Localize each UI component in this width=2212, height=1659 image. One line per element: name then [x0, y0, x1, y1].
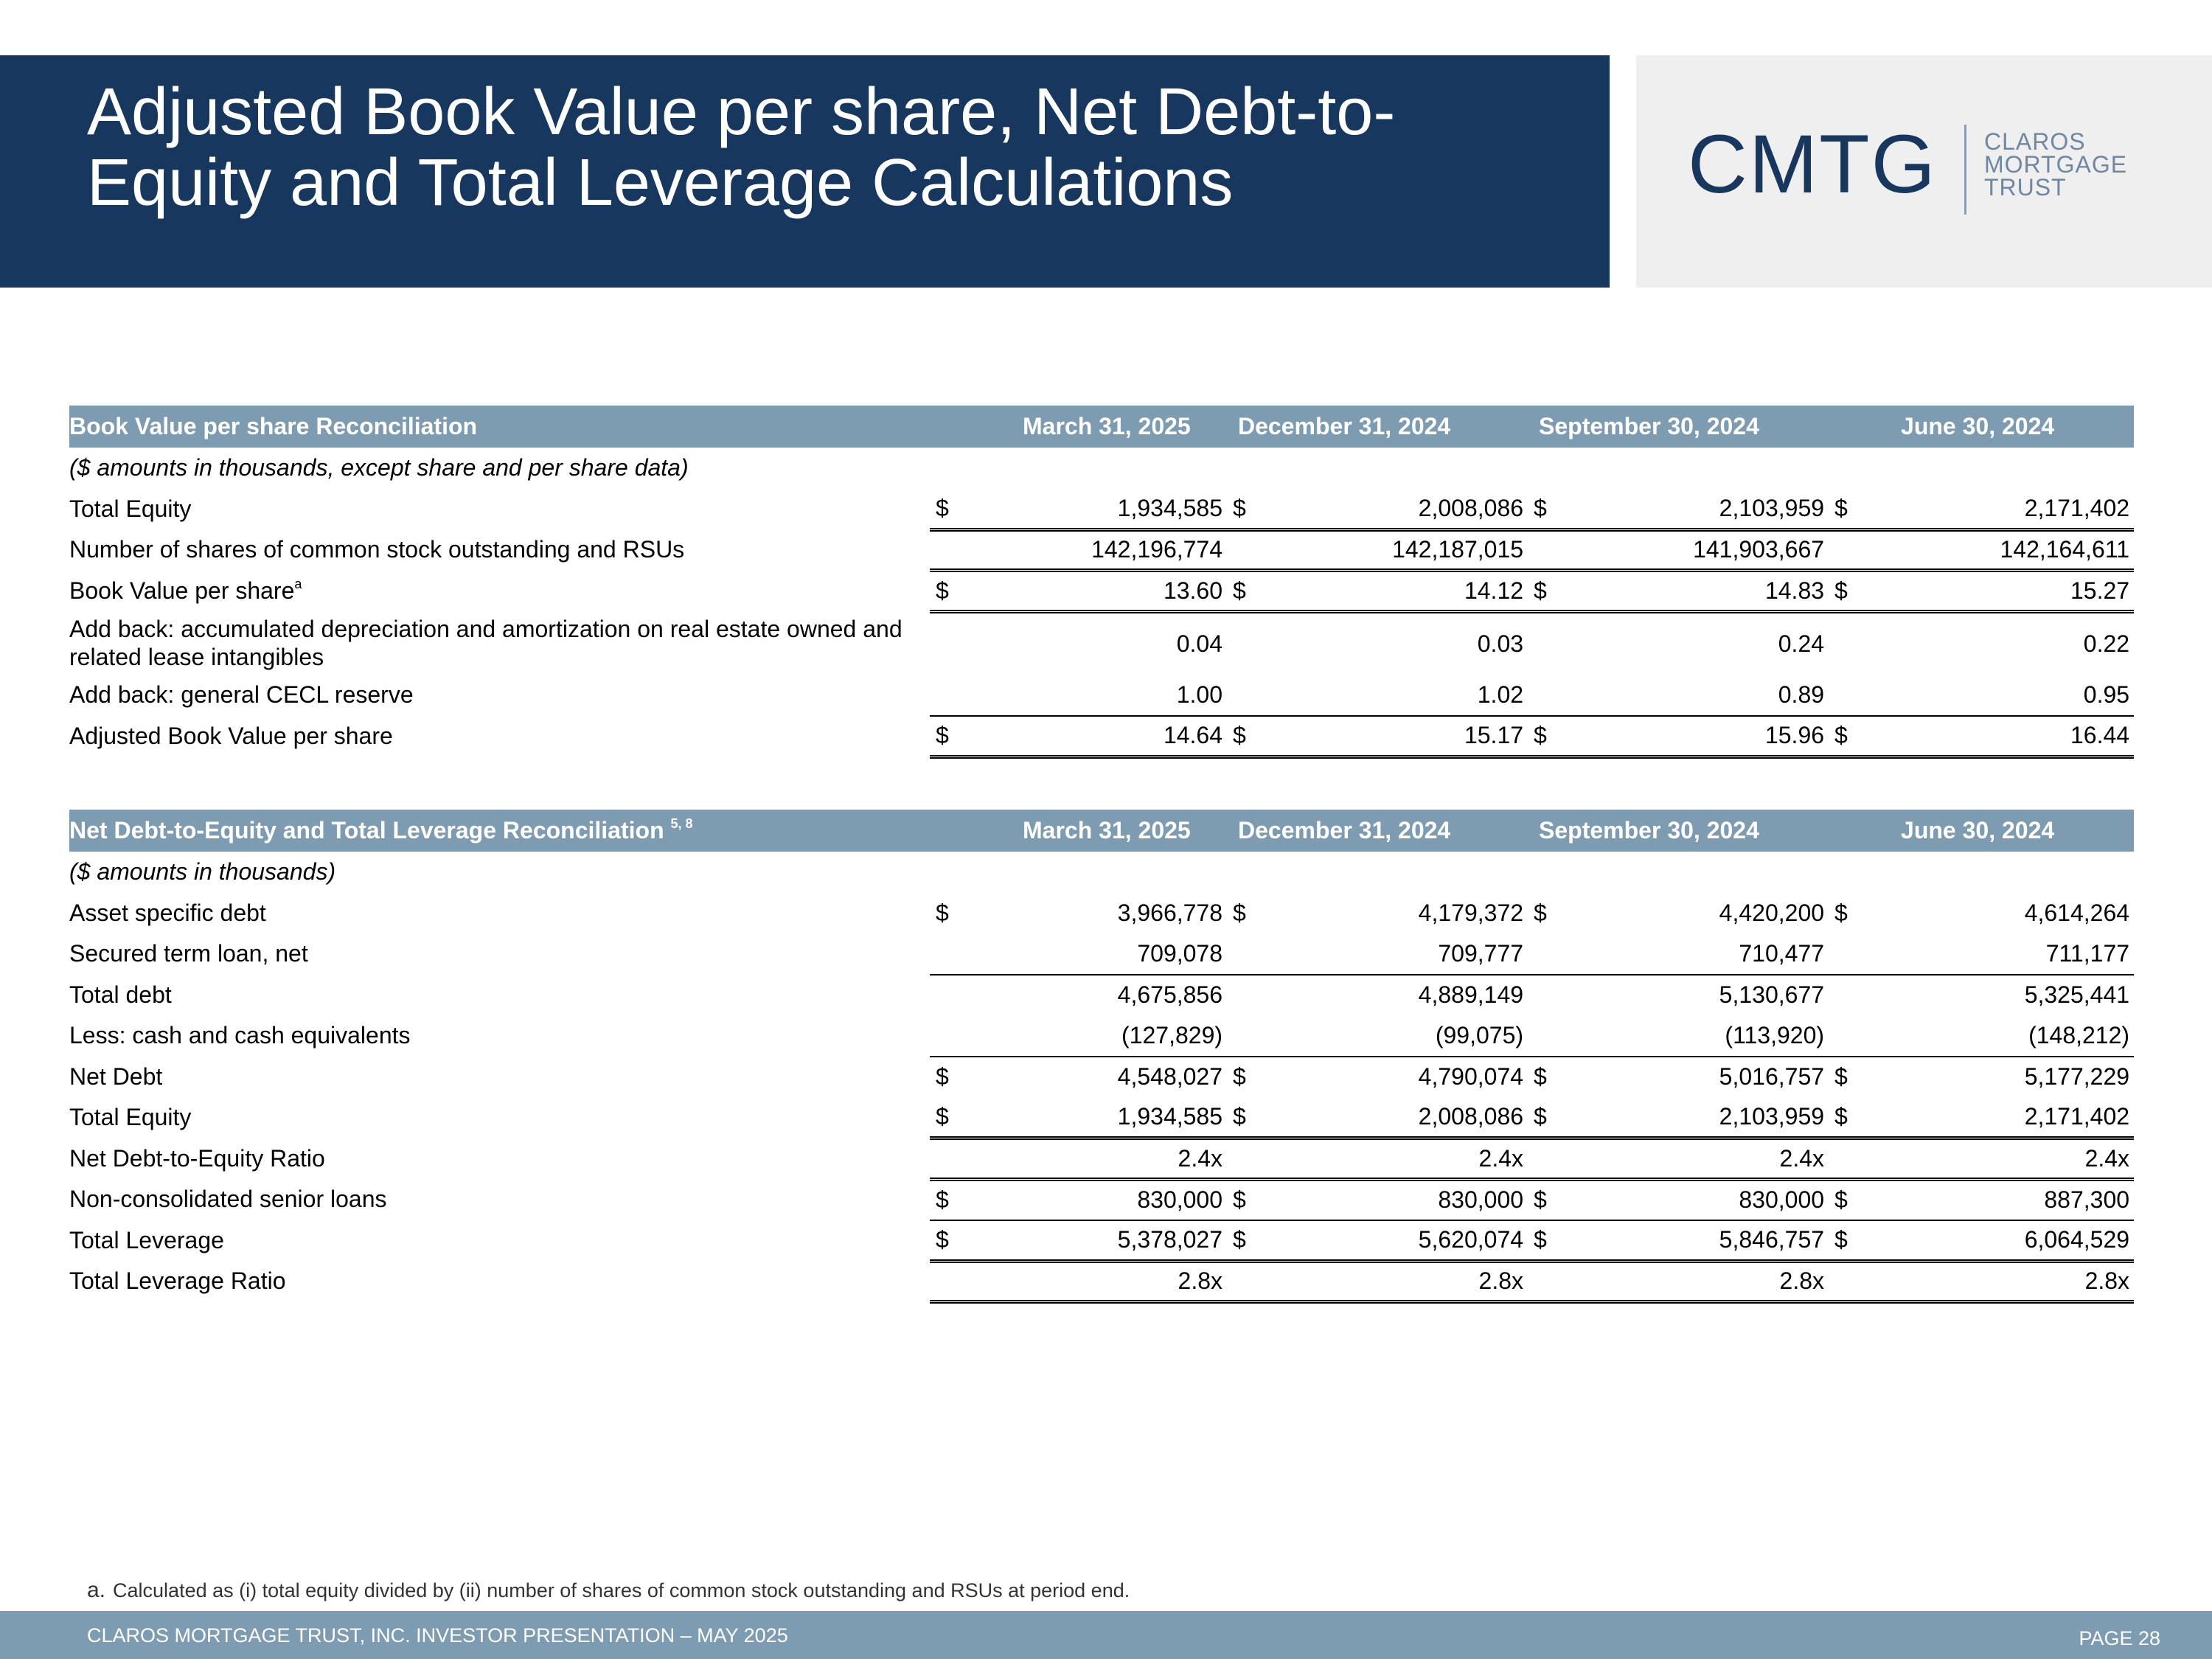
cell-value: 709,078 — [1137, 939, 1223, 967]
cell-value: 2.8x — [1248, 1261, 1528, 1302]
table-row — [69, 893, 2134, 934]
column-header: March 31, 2025 — [930, 406, 1227, 448]
column-header: June 30, 2024 — [1829, 406, 2134, 448]
footer-text: CLAROS MORTGAGE TRUST, INC. INVESTOR PRESENTATION – MAY 2025 — [87, 1624, 788, 1646]
cell-value: 0.89 — [1778, 681, 1825, 708]
table-row — [69, 529, 2134, 571]
book-value-table — [69, 406, 2134, 759]
cell-value: 0.04 — [1176, 630, 1223, 657]
table-row — [69, 1097, 2134, 1138]
currency-symbol — [1829, 975, 1849, 1016]
currency-symbol — [1528, 1015, 1548, 1057]
logo-line-3: TRUST — [1984, 174, 2067, 201]
currency-symbol: $ — [1528, 571, 1548, 612]
currency-symbol: $ — [1834, 1103, 1848, 1130]
cell-value: 4,790,074 — [1248, 1057, 1528, 1098]
table-subheader-row — [69, 448, 2134, 489]
row-label — [69, 611, 930, 675]
table-subheader: ($ amounts in thousands, except share and per share data) — [69, 454, 689, 481]
currency-symbol — [1528, 933, 1548, 975]
row-label — [69, 933, 930, 975]
table-row — [69, 675, 2134, 716]
logo-line-2: MORTGAGE — [1984, 151, 2128, 178]
currency-symbol — [1528, 1261, 1548, 1302]
cell-value: 830,000 — [1248, 1179, 1528, 1220]
cell-value: 142,196,774 — [950, 529, 1227, 571]
cell-value: 2.8x — [1849, 1261, 2134, 1302]
currency-symbol: $ — [1528, 1057, 1548, 1098]
row-label — [69, 1179, 930, 1220]
cell-value: 830,000 — [950, 1179, 1227, 1220]
currency-symbol — [1528, 1138, 1548, 1180]
row-label-text: Total Equity — [69, 1104, 192, 1131]
currency-symbol: $ — [1829, 1179, 1849, 1220]
footnote-reference: a — [294, 576, 302, 591]
currency-symbol: $ — [1528, 1220, 1548, 1262]
cell-value: 887,300 — [1849, 1179, 2134, 1220]
row-label-text: Adjusted Book Value per share — [69, 722, 393, 749]
row-label-text: Net Debt — [69, 1062, 163, 1090]
row-label — [69, 1015, 930, 1057]
cell-value: 1.02 — [1477, 681, 1524, 708]
currency-symbol — [1829, 611, 1849, 675]
row-label-text: Add back: general CECL reserve — [69, 681, 414, 709]
row-label — [69, 1261, 930, 1302]
currency-symbol — [1528, 611, 1548, 675]
table-row — [69, 933, 2134, 975]
cell-value: 2.8x — [950, 1261, 1227, 1302]
table-row — [69, 975, 2134, 1016]
currency-symbol: $ — [1528, 1179, 1548, 1220]
row-label-text: Number of shares of common stock outstanding and RSUs — [69, 536, 685, 563]
currency-symbol — [1528, 675, 1548, 716]
column-header: March 31, 2025 — [930, 810, 1227, 852]
cell-value: 142,187,015 — [1248, 529, 1528, 571]
cell-value: 709,777 — [1438, 939, 1524, 967]
currency-symbol: $ — [1227, 1057, 1248, 1098]
row-label — [69, 675, 930, 716]
cell-value: 2.4x — [1248, 1138, 1528, 1180]
currency-symbol: $ — [930, 1179, 950, 1220]
cell-value: 4,420,200 — [1719, 899, 1825, 926]
row-label-text: Total debt — [69, 981, 172, 1008]
row-label — [69, 489, 930, 530]
cell-value: 13.60 — [950, 571, 1227, 612]
currency-symbol — [930, 1138, 950, 1180]
cell-value: 5,325,441 — [1849, 975, 2134, 1016]
currency-symbol: $ — [1829, 571, 1849, 612]
currency-symbol: $ — [1227, 571, 1248, 612]
cell-value: 2,008,086 — [1418, 494, 1524, 521]
currency-symbol — [1829, 1015, 1849, 1057]
cell-value: (99,075) — [1435, 1021, 1524, 1048]
table-section-title-text: Book Value per share Reconciliation — [69, 413, 478, 439]
row-label-text: Add back: accumulated depreciation and amortization on real estate owned and related lease intangibles — [69, 616, 902, 670]
currency-symbol — [930, 529, 950, 571]
cell-value: 4,675,856 — [950, 975, 1227, 1016]
table-row — [69, 1220, 2134, 1262]
currency-symbol: $ — [1233, 899, 1246, 926]
currency-symbol — [1227, 975, 1248, 1016]
table-row — [69, 571, 2134, 612]
currency-symbol — [930, 933, 950, 975]
currency-symbol — [1227, 933, 1248, 975]
cell-value: 0.22 — [2083, 630, 2130, 657]
cell-value: 1,934,585 — [1117, 1103, 1223, 1130]
row-label — [69, 571, 930, 612]
currency-symbol — [1227, 1015, 1248, 1057]
cell-value: 2,171,402 — [2024, 494, 2130, 521]
currency-symbol — [930, 975, 950, 1016]
table-row — [69, 489, 2134, 530]
row-label-text: Less: cash and cash equivalents — [69, 1022, 411, 1049]
footnote-marker: a. — [87, 1578, 106, 1602]
cell-value: 4,179,372 — [1418, 899, 1524, 926]
row-label — [69, 975, 930, 1016]
footnote — [87, 1578, 1130, 1603]
currency-symbol: $ — [1233, 1103, 1246, 1130]
logo-mark: CMTG — [1688, 118, 1937, 210]
footer-bar — [0, 1611, 2212, 1659]
currency-symbol: $ — [1829, 716, 1849, 757]
row-label — [69, 1220, 930, 1262]
currency-symbol — [1829, 1261, 1849, 1302]
company-logo — [1636, 55, 2212, 288]
row-label-text: Asset specific debt — [69, 899, 266, 926]
cell-value: 4,889,149 — [1248, 975, 1528, 1016]
currency-symbol — [1227, 1138, 1248, 1180]
currency-symbol — [1227, 529, 1248, 571]
row-label — [69, 1057, 930, 1098]
column-header: June 30, 2024 — [1829, 810, 2134, 852]
cell-value: 1.00 — [1176, 681, 1223, 708]
currency-symbol — [1528, 529, 1548, 571]
column-header: December 31, 2024 — [1227, 810, 1528, 852]
currency-symbol — [1829, 933, 1849, 975]
cell-value: 15.27 — [1849, 571, 2134, 612]
currency-symbol: $ — [1834, 899, 1848, 926]
currency-symbol: $ — [930, 1220, 950, 1262]
table-row — [69, 1261, 2134, 1302]
row-label — [69, 1097, 930, 1138]
currency-symbol: $ — [1227, 1220, 1248, 1262]
currency-symbol — [930, 1261, 950, 1302]
cell-value: 5,846,757 — [1548, 1220, 1829, 1262]
cell-value: 710,477 — [1739, 939, 1825, 967]
leverage-table — [69, 810, 2134, 1304]
currency-symbol: $ — [1829, 1057, 1849, 1098]
table-section-title — [69, 406, 930, 448]
row-label — [69, 893, 930, 934]
cell-value: 4,614,264 — [2024, 899, 2130, 926]
currency-symbol: $ — [936, 899, 949, 926]
cell-value: 1,934,585 — [1117, 494, 1223, 521]
cell-value: 2,103,959 — [1719, 1103, 1825, 1130]
currency-symbol: $ — [936, 1103, 949, 1130]
table-subheader: ($ amounts in thousands) — [69, 858, 336, 886]
cell-value: 711,177 — [2045, 939, 2130, 967]
logo-line-1: CLAROS — [1984, 128, 2086, 155]
table-row — [69, 1138, 2134, 1180]
cell-value: 5,378,027 — [950, 1220, 1227, 1262]
table-section-title-text: Net Debt-to-Equity and Total Leverage Reconciliation — [69, 817, 664, 844]
currency-symbol — [1829, 1138, 1849, 1180]
cell-value: 14.12 — [1248, 571, 1528, 612]
cell-value: 16.44 — [1849, 716, 2134, 757]
cell-value: 0.03 — [1477, 630, 1524, 657]
cell-value: 4,548,027 — [950, 1057, 1227, 1098]
cell-value: 2,103,959 — [1719, 494, 1825, 521]
currency-symbol — [1528, 975, 1548, 1016]
cell-value: 5,177,229 — [1849, 1057, 2134, 1098]
currency-symbol: $ — [1829, 1220, 1849, 1262]
row-label-text: Non-consolidated senior loans — [69, 1186, 387, 1213]
cell-value: 2,171,402 — [2024, 1103, 2130, 1130]
currency-symbol: $ — [1528, 716, 1548, 757]
currency-symbol: $ — [1534, 494, 1547, 521]
currency-symbol — [1829, 675, 1849, 716]
cell-value: 2.4x — [1849, 1138, 2134, 1180]
page-number: PAGE 28 — [2079, 1627, 2160, 1649]
page-title: Adjusted Book Value per share, Net Debt-to-Equity and Total Leverage Calculations — [87, 75, 1396, 220]
currency-symbol: $ — [1233, 494, 1246, 521]
cell-value: (113,920) — [1725, 1021, 1825, 1048]
book-value-table-body — [69, 406, 2134, 757]
table-row — [69, 1057, 2134, 1098]
row-label-text: Total Leverage — [69, 1226, 224, 1253]
footnote-text: Calculated as (i) total equity divided by (ii) number of shares of common stock outstanding and RSUs at period end. — [113, 1579, 1130, 1601]
currency-symbol — [1227, 611, 1248, 675]
currency-symbol: $ — [930, 1057, 950, 1098]
column-header: December 31, 2024 — [1227, 406, 1528, 448]
currency-symbol: $ — [1534, 899, 1547, 926]
currency-symbol: $ — [930, 716, 950, 757]
currency-symbol — [930, 1015, 950, 1057]
currency-symbol: $ — [930, 571, 950, 612]
cell-value: 2,008,086 — [1418, 1103, 1524, 1130]
row-label-text: Total Leverage Ratio — [69, 1267, 286, 1295]
row-label-text: Book Value per share — [69, 577, 295, 604]
cell-value: 2.4x — [1548, 1138, 1829, 1180]
cell-value: 15.17 — [1248, 716, 1528, 757]
cell-value: 830,000 — [1548, 1179, 1829, 1220]
cell-value: (148,212) — [2028, 1021, 2130, 1048]
cell-value: 15.96 — [1548, 716, 1829, 757]
cell-value: 6,064,529 — [1849, 1220, 2134, 1262]
currency-symbol — [1829, 529, 1849, 571]
currency-symbol — [930, 675, 950, 716]
currency-symbol: $ — [1227, 716, 1248, 757]
cell-value: 142,164,611 — [1849, 529, 2134, 571]
cell-value: 2.8x — [1548, 1261, 1829, 1302]
currency-symbol: $ — [1227, 1179, 1248, 1220]
row-label — [69, 716, 930, 757]
table-row — [69, 1179, 2134, 1220]
cell-value: 3,966,778 — [1117, 899, 1223, 926]
table-row — [69, 1015, 2134, 1057]
logo-wordmark — [1984, 128, 2128, 201]
table-row — [69, 716, 2134, 757]
currency-symbol: $ — [1834, 494, 1848, 521]
cell-value: (127,829) — [1121, 1021, 1223, 1048]
cell-value: 14.83 — [1548, 571, 1829, 612]
cell-value: 5,130,677 — [1548, 975, 1829, 1016]
cell-value: 5,620,074 — [1248, 1220, 1528, 1262]
cell-value: 0.24 — [1778, 630, 1825, 657]
currency-symbol — [1227, 1261, 1248, 1302]
row-label-text: Net Debt-to-Equity Ratio — [69, 1144, 325, 1172]
currency-symbol: $ — [1534, 1103, 1547, 1130]
row-label — [69, 529, 930, 571]
note-reference: 5, 8 — [670, 816, 693, 831]
row-label-text: Secured term loan, net — [69, 940, 308, 967]
column-header: September 30, 2024 — [1528, 406, 1829, 448]
column-header: September 30, 2024 — [1528, 810, 1829, 852]
cell-value: 14.64 — [950, 716, 1227, 757]
leverage-table-body — [69, 810, 2134, 1302]
row-label — [69, 1138, 930, 1180]
table-row — [69, 611, 2134, 675]
cell-value: 2.4x — [950, 1138, 1227, 1180]
table-subheader-row — [69, 852, 2134, 893]
cell-value: 141,903,667 — [1548, 529, 1829, 571]
table-header-row — [69, 406, 2134, 448]
currency-symbol — [930, 611, 950, 675]
cell-value: 0.95 — [2083, 681, 2130, 708]
cell-value: 5,016,757 — [1548, 1057, 1829, 1098]
table-section-title — [69, 810, 930, 852]
table-header-row — [69, 810, 2134, 852]
currency-symbol: $ — [936, 494, 949, 521]
currency-symbol — [1227, 675, 1248, 716]
logo-divider — [1964, 125, 1966, 215]
row-label-text: Total Equity — [69, 495, 192, 522]
